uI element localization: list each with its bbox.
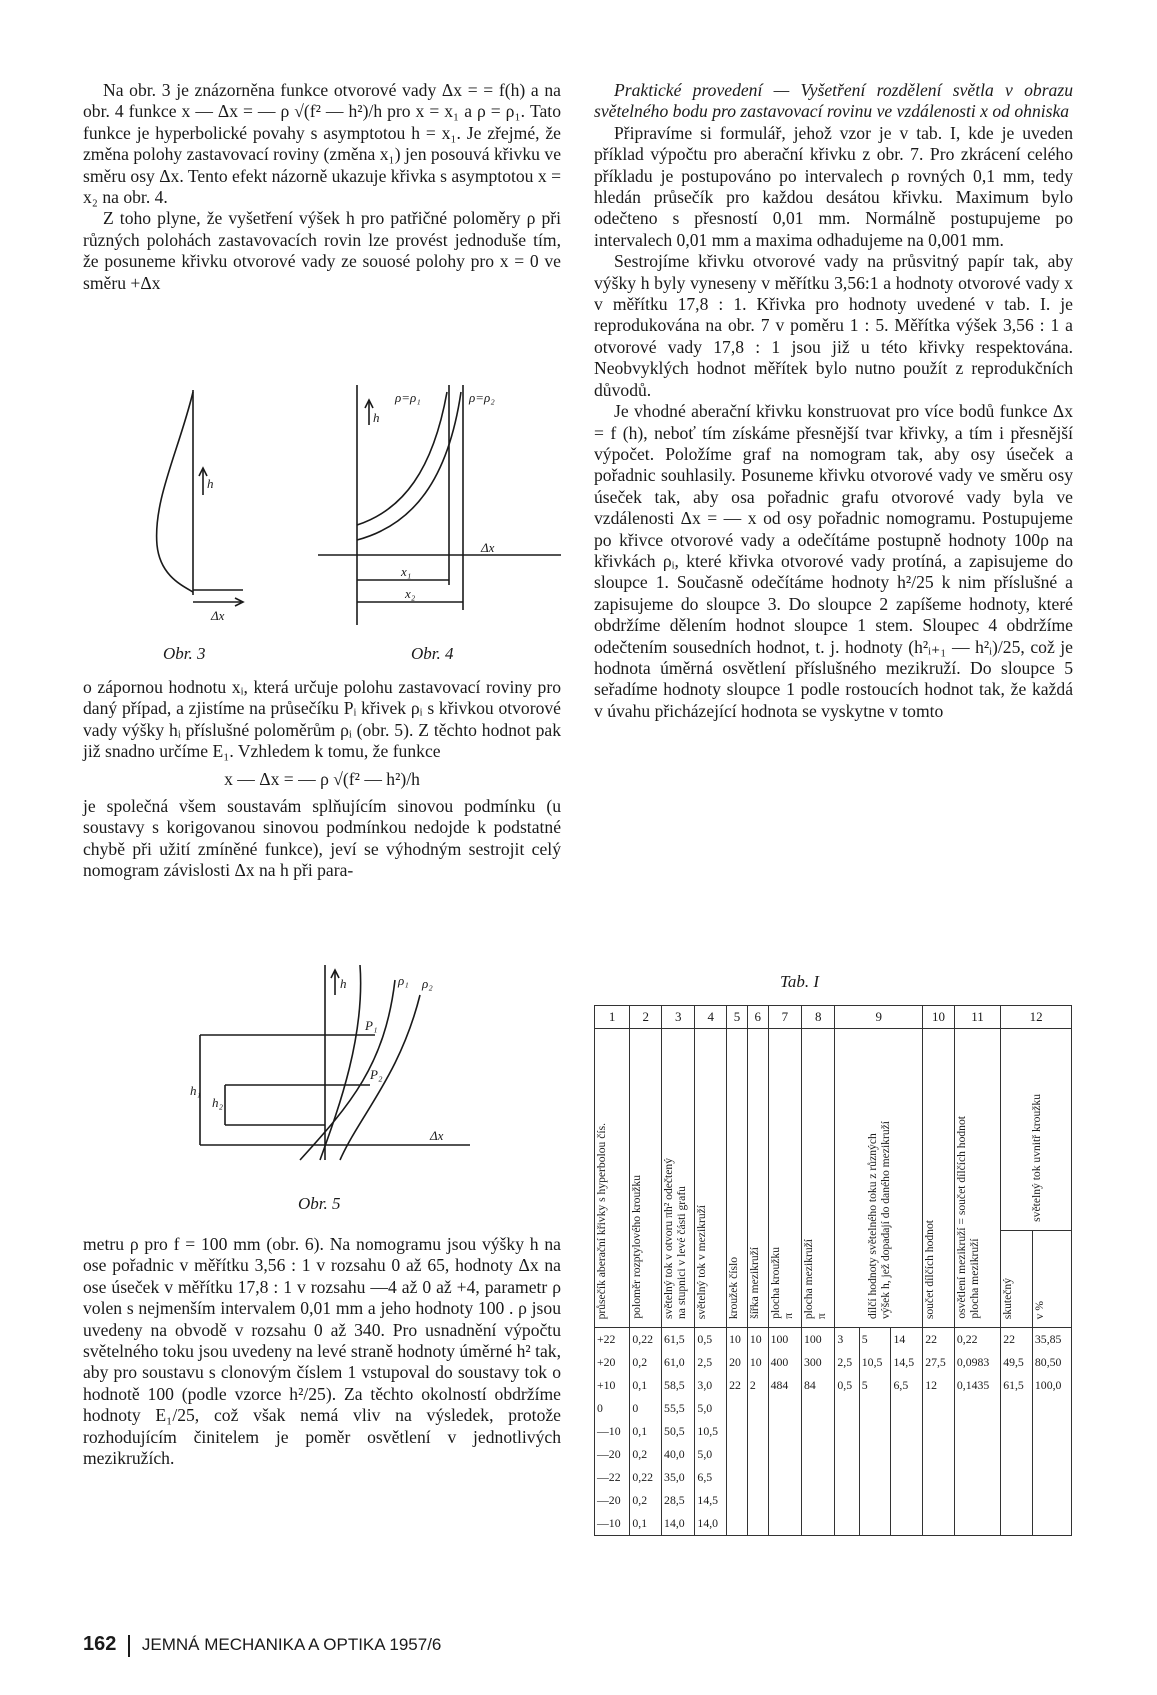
table-cell: 14,0 bbox=[662, 1512, 695, 1536]
divider bbox=[128, 1635, 130, 1657]
col-number: 12 bbox=[1001, 1006, 1072, 1029]
table-cell: —22 bbox=[595, 1466, 630, 1489]
left-text-block-2 bbox=[83, 677, 561, 882]
col-number: 4 bbox=[695, 1006, 727, 1029]
svg-text:h₁: h₁ bbox=[190, 1083, 202, 1098]
column-header: plocha mezikruží π bbox=[802, 1238, 828, 1319]
table-cell: 5,0 bbox=[695, 1397, 727, 1420]
svg-text:P₂: P₂ bbox=[370, 1067, 383, 1082]
table-cell: 61,5 bbox=[662, 1328, 695, 1352]
table-cell: 0,22 bbox=[954, 1328, 1000, 1352]
table-cell: 100,0 bbox=[1032, 1374, 1071, 1397]
col-number: 9 bbox=[835, 1006, 923, 1029]
table-cell: 61,0 bbox=[662, 1351, 695, 1374]
table-cell: 58,5 bbox=[662, 1374, 695, 1397]
paragraph: Je vhodné aberační křivku konstruovat pro více bodů funkce Δx = f (h), neboť tím získáme přesnější tvar křivky, a tím i přesnější výpočet. Položíme graf na nomogram tak, aby osy úseček a pořadnic souhlasily. Posuneme křivku otvorové vady ve směru osy úseček tak, aby osa pořadnic grafu otvorové vady byla ve vzdálenosti Δx = — x od osy pořadnic nomogramu. Postupujeme po křivce otvorové vady a odečítáme postupně hodnoty 100ρ na křivkách ρᵢ, které křivka otvorové vady protíná, a zapisujeme do sloupce 1. Současně odečítáme hodnoty h²/25 k nim příslušné a zapisujeme do sloupce 3. Do sloupce 2 zapíšeme hodnoty, které obdržíme dělením hodnot sloupce 1 stem. Sloupec 4 obdržíme odečtením sousedních hodnot, t. j. hodnoty (h²ᵢ₊₁ — h²ᵢ)/25, což je hodnota úměrná osvětlení příslušného mezikruží. Do sloupce 5 seřadíme hodnoty sloupce 1 podle rostoucích hodnot tak, že každá v úvahu přicházející hodnota se vyskytne v tomto bbox=[594, 401, 1073, 721]
column-header: v % bbox=[1032, 1300, 1046, 1319]
column-header: osvětlení mezikruží = součet dílčích hodnot plocha mezikruží bbox=[954, 1116, 981, 1319]
table-cell: 5,0 bbox=[695, 1443, 727, 1466]
table-cell: 5 bbox=[859, 1328, 891, 1352]
figure-caption: Obr. 5 bbox=[298, 1194, 341, 1213]
svg-text:ρ₂: ρ₂ bbox=[422, 976, 433, 991]
table-cell: 0,0983 bbox=[954, 1351, 1000, 1374]
table-cell: 100 bbox=[768, 1328, 801, 1352]
svg-text:Δx: Δx bbox=[211, 608, 225, 623]
column-header: dílčí hodnoty světelného toku z různých výšek h, jež dopadají do daného mezikruží bbox=[865, 1121, 892, 1319]
table-row bbox=[595, 1397, 1072, 1420]
table-cell: 0,1 bbox=[630, 1420, 662, 1443]
table-cell: 22 bbox=[923, 1328, 955, 1352]
table-row bbox=[595, 1420, 1072, 1443]
table-row bbox=[595, 1489, 1072, 1512]
table-cell: 3,0 bbox=[695, 1374, 727, 1397]
table-cell: 55,5 bbox=[662, 1397, 695, 1420]
table-cell: 0 bbox=[595, 1397, 630, 1420]
table-cell: 10 bbox=[747, 1328, 768, 1352]
paragraph: Sestrojíme křivku otvorové vady na průsvitný papír tak, aby výšky h byly vyneseny v měřítku 3,56:1 a hodnoty otvorové vady x v měřítku 17,8 : 1. Křivka pro hodnoty uvedené v tab. I. je reprodukována na obr. 7 v poměru 1 : 5. Měřítka výšek 3,56 : 1 a otvorové vady 17,8 : 1 jsou již u této křivky respektována. Neobvyklých hodnot měřítek bylo nutno použít z reprodukčních důvodů. bbox=[594, 251, 1073, 400]
paragraph: Z toho plyne, že vyšetření výšek h pro patřičné poloměry ρ při různých polohách zastavovacích rovin lze provést jednoduše tím, že posuneme křivku otvorové vady ze souosé polohy pro x = 0 ve směru +Δx bbox=[83, 208, 561, 293]
table-row bbox=[595, 1466, 1072, 1489]
svg-text:h: h bbox=[340, 976, 347, 991]
col-number: 1 bbox=[595, 1006, 630, 1029]
col-number: 6 bbox=[747, 1006, 768, 1029]
table-cell: 22 bbox=[1001, 1328, 1033, 1352]
table-cell: 0,5 bbox=[695, 1328, 727, 1352]
column-header: poloměr rozptylového kroužku bbox=[630, 1175, 644, 1319]
svg-text:h: h bbox=[207, 476, 214, 491]
table-cell: 6,5 bbox=[695, 1466, 727, 1489]
column-header: světelný tok uvnitř kroužku bbox=[1029, 1093, 1043, 1222]
svg-text:ρ₁: ρ₁ bbox=[398, 973, 409, 988]
table-cell: 12 bbox=[923, 1374, 955, 1397]
table-cell: 35,85 bbox=[1032, 1328, 1071, 1352]
table-cell: 10,5 bbox=[695, 1420, 727, 1443]
right-text-block bbox=[594, 80, 1073, 722]
svg-text:x₁: x₁ bbox=[401, 564, 412, 579]
table-cell: —20 bbox=[595, 1443, 630, 1466]
table-cell: —10 bbox=[595, 1512, 630, 1536]
table-cell: —20 bbox=[595, 1489, 630, 1512]
column-header: skutečný bbox=[1001, 1277, 1015, 1319]
svg-text:Δx: Δx bbox=[481, 540, 495, 555]
table-cell: 14,5 bbox=[695, 1489, 727, 1512]
table-cell: 61,5 bbox=[1001, 1374, 1033, 1397]
table-row bbox=[595, 1351, 1072, 1374]
table-cell: 10 bbox=[747, 1351, 768, 1374]
col-number: 11 bbox=[954, 1006, 1000, 1029]
table-cell: 0,2 bbox=[630, 1489, 662, 1512]
column-header: plocha kroužku π bbox=[768, 1247, 795, 1319]
table-cell: 0,22 bbox=[630, 1466, 662, 1489]
table-cell: 0,2 bbox=[630, 1351, 662, 1374]
column-header: světelný tok v otvoru πh² odečtený na stupnici v levé části grafu bbox=[662, 1158, 689, 1319]
table-cell: 20 bbox=[727, 1351, 748, 1374]
svg-text:ρ=ρ₁: ρ=ρ₁ bbox=[395, 390, 421, 405]
table-cell: 0,1 bbox=[630, 1374, 662, 1397]
paragraph: metru ρ pro f = 100 mm (obr. 6). Na nomogramu jsou výšky h na ose pořadnic v měřítku 3,56 : 1 v rozsahu 0 až 65, hodnoty Δx na ose úseček v měřítku 17,8 : 1 v rozsahu —4 až 0 až +4, parametr ρ volen s nejmenším intervalem 0,01 mm a jeho hodnoty 100 . ρ jsou uvedeny na obvodě v rozsahu 0 až 340. Pro usnadnění výpočtu světelného toku jsou uvedeny na levé straně hodnoty úměrné h² tak, aby pro soustavu s clonovým číslem 1 vstupoval do soustavy tok o hodnotě 100 (podle vzorce h²/25). Za těchto okolností obdržíme hodnoty E₁/25, což však nemá vliv na výsledek, protože rozhodujícím činitelem je poměr osvětlení v jednotlivých mezikružích. bbox=[83, 1234, 561, 1469]
table-cell: 35,0 bbox=[662, 1466, 695, 1489]
table-cell: +22 bbox=[595, 1328, 630, 1352]
table-cell: 14,0 bbox=[695, 1512, 727, 1536]
table-cell: 0,22 bbox=[630, 1328, 662, 1352]
table-cell: 84 bbox=[802, 1374, 835, 1397]
table-cell: 100 bbox=[802, 1328, 835, 1352]
section-heading: Praktické provedení — Vyšetření rozdělení světla v obrazu světelného bodu pro zastavovací rovinu ve vzdálenosti x od ohniska bbox=[594, 80, 1073, 122]
table-cell: 0,1435 bbox=[954, 1374, 1000, 1397]
col-number: 5 bbox=[727, 1006, 748, 1029]
table-row bbox=[595, 1328, 1072, 1352]
column-number-row bbox=[595, 1006, 1072, 1029]
table-cell: 484 bbox=[768, 1374, 801, 1397]
table-cell: 300 bbox=[802, 1351, 835, 1374]
table-cell: 22 bbox=[727, 1374, 748, 1397]
table-cell: 10,5 bbox=[859, 1351, 891, 1374]
table-row bbox=[595, 1512, 1072, 1536]
table-cell: —10 bbox=[595, 1420, 630, 1443]
figure-obr-5 bbox=[190, 955, 480, 1190]
svg-text:h: h bbox=[373, 410, 380, 425]
table-cell: 2,5 bbox=[695, 1351, 727, 1374]
table-cell: 2,5 bbox=[835, 1351, 859, 1374]
svg-text:ρ=ρ₂: ρ=ρ₂ bbox=[469, 390, 495, 405]
table-cell: 27,5 bbox=[923, 1351, 955, 1374]
table-title: Tab. I bbox=[780, 972, 820, 991]
table-cell: 0,5 bbox=[835, 1374, 859, 1397]
svg-text:x₂: x₂ bbox=[405, 586, 416, 601]
paragraph: je společná všem soustavám splňujícím sinovou podmínku (u soustavy s korigovanou sinovou podmínkou nedojde k podstatné chybě při užití zmíněné funkce), jeví se výhodným sestrojit celý nomogram závislosti Δx na h při para- bbox=[83, 796, 561, 881]
formula: x — Δx = — ρ √(f² — h²)/h bbox=[224, 768, 420, 789]
svg-text:h₂: h₂ bbox=[212, 1095, 224, 1110]
table-cell: 14 bbox=[891, 1328, 923, 1352]
left-text-block-3 bbox=[83, 1234, 561, 1469]
column-header: šířka mezikruží bbox=[747, 1247, 761, 1319]
table-cell: 0,1 bbox=[630, 1512, 662, 1536]
paragraph: o zápornou hodnotu xᵢ, která určuje polohu zastavovací roviny pro daný případ, a zjistíme na průsečíku Pᵢ křivek ρᵢ s křivkou otvorové vady výšky hᵢ příslušné poloměrům ρᵢ (obr. 5). Z těchto hodnot pak již snadno určíme E₁. Vzhledem k tomu, že funkce bbox=[83, 677, 561, 762]
column-header: světelný tok v mezikruží bbox=[695, 1204, 709, 1319]
table-cell: 28,5 bbox=[662, 1489, 695, 1512]
figure-caption: Obr. 3 bbox=[163, 644, 206, 663]
column-header: kroužek číslo bbox=[727, 1256, 741, 1319]
left-text-block-1 bbox=[83, 80, 561, 294]
table-cell: 6,5 bbox=[891, 1374, 923, 1397]
col-number: 10 bbox=[923, 1006, 955, 1029]
table-cell: 49,5 bbox=[1001, 1351, 1033, 1374]
table-row bbox=[595, 1443, 1072, 1466]
table-cell: 14,5 bbox=[891, 1351, 923, 1374]
table-cell: 10 bbox=[727, 1328, 748, 1352]
table-cell: 80,50 bbox=[1032, 1351, 1071, 1374]
header-row bbox=[595, 1029, 1072, 1231]
col-number: 3 bbox=[662, 1006, 695, 1029]
column-header: průsečík aberační křivky s hyperbolou čís. bbox=[595, 1122, 608, 1319]
svg-text:Δx: Δx bbox=[430, 1128, 444, 1143]
table-cell: 0,2 bbox=[630, 1443, 662, 1466]
page-number: 162 bbox=[83, 1633, 117, 1655]
journal-title: JEMNÁ MECHANIKA A OPTIKA 1957/6 bbox=[141, 1635, 442, 1654]
column-header: součet dílčích hodnot bbox=[923, 1219, 937, 1319]
paragraph: Na obr. 3 je znázorněna funkce otvorové vady Δx = = f(h) a na obr. 4 funkce x — Δx = — ρ √(f² — h²)/h pro x = x₁ a ρ = ρ₁. Tato funkce je hyperbolické povahy s asymptotou h = x₁. Je zřejmé, že změna polohy zastavovací roviny (změna x₁) jen posouvá křivku ve směru osy Δx. Tento efekt názorně ukazuje křivka s asymptotou x = x₂ na obr. 4. bbox=[83, 80, 561, 208]
col-number: 7 bbox=[768, 1006, 801, 1029]
paragraph: Připravíme si formulář, jehož vzor je v tab. I, kde je uveden příklad výpočtu pro aberační křivku z obr. 7. Pro zkrácení celého příkladu je postupováno po intervalech ρ rovných 0,1 mm, tedy hledán průsečík pro každou desátou křivku. Maximum bylo odečteno s přesností 0,01 mm. Normálně postupujeme po intervalech 0,01 mm a maxima odhadujeme na 0,001 mm. bbox=[594, 122, 1073, 250]
table-cell: 0 bbox=[630, 1397, 662, 1420]
table-cell: 50,5 bbox=[662, 1420, 695, 1443]
table-cell: +10 bbox=[595, 1374, 630, 1397]
table-row bbox=[595, 1374, 1072, 1397]
svg-text:P₁: P₁ bbox=[365, 1018, 378, 1033]
table-cell: 2 bbox=[747, 1374, 768, 1397]
table-cell: 400 bbox=[768, 1351, 801, 1374]
table-cell: +20 bbox=[595, 1351, 630, 1374]
table-cell: 3 bbox=[835, 1328, 859, 1352]
table-cell: 5 bbox=[859, 1374, 891, 1397]
col-number: 8 bbox=[802, 1006, 835, 1029]
col-number: 2 bbox=[630, 1006, 662, 1029]
table-cell: 40,0 bbox=[662, 1443, 695, 1466]
figure-caption: Obr. 4 bbox=[411, 644, 454, 663]
data-table bbox=[594, 1005, 1072, 1536]
figure-obr-3-4 bbox=[83, 380, 561, 640]
page-footer bbox=[83, 1633, 441, 1657]
